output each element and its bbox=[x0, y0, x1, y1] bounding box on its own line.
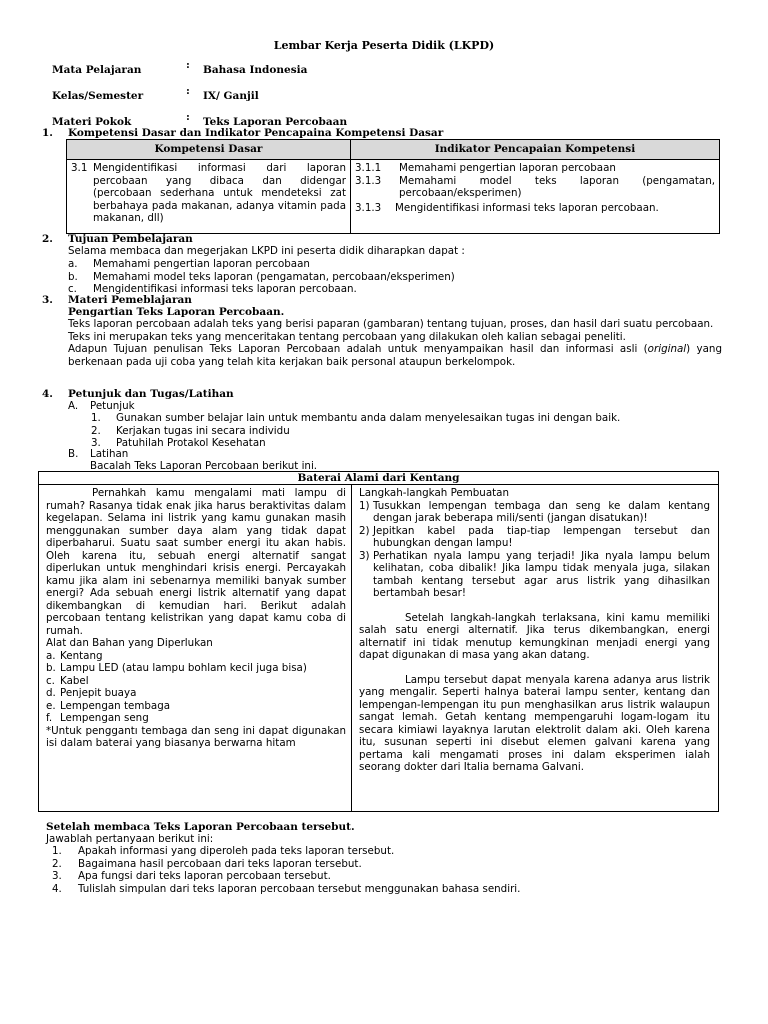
paragraph-text: ) yang berkenaan pada uji coba yang telah kita kerjakan baik personal ataupun berkelompok. bbox=[68, 343, 722, 368]
list-text: Kabel bbox=[60, 674, 89, 687]
competency-table bbox=[66, 139, 720, 234]
paragraph-text: Adapun Tujuan penulisan Teks Laporan Percobaan adalah untuk menyampaikan hasil dan informasi asli ( bbox=[68, 343, 648, 355]
list-item bbox=[91, 412, 721, 425]
meta-colon: : bbox=[186, 59, 190, 71]
list-text: Apakah informasi yang diperoleh pada teks laporan tersebut. bbox=[78, 845, 395, 857]
meta-value-subject: Bahasa Indonesia bbox=[203, 64, 308, 76]
list-marker: c. bbox=[68, 283, 77, 295]
list-text: Lempengan seng bbox=[60, 712, 149, 724]
section-title-competency: Kompetensi Dasar dan Indikator Pencapaina Kompetensi Dasar bbox=[68, 127, 444, 139]
list-marker: 2) bbox=[359, 524, 370, 537]
list-marker: d. bbox=[46, 687, 56, 699]
list-text: Mengidentifikasi informasi teks laporan percobaan. bbox=[93, 283, 357, 295]
list-text: Gunakan sumber belajar lain untuk membantu anda dalam menyelesaikan tugas ini dengan baik. bbox=[116, 412, 621, 424]
list-marker: 1. bbox=[91, 412, 101, 424]
kd-text: Mengidentifikasi informasi dari laporan percobaan yang dibaca dan didengar (percobaan sederhana untuk mendeteksi zat berbahaya pada makanan, adanya vitamin pada makanan, dll) bbox=[93, 162, 346, 224]
reading-right-paragraph: Lampu tersebut dapat menyala karena adanya arus listrik yang mengalir. Seperti halnya baterai lampu senter, kentang dan lempengan-lempengan itu pun menghasilkan arus listrik walaupun sangat lemah. Getah kentang mempengaruhi logam-logam itu secara kimiawi layaknya larutan elektrolit dalam aki. Oleh karena itu, susunan seperti ini disebut elemen galvani karena yang pertama kali mengamati proses ini dalam eksperimen ialah seorang dokter dari Italia bernama Galvani. bbox=[359, 673, 710, 773]
column-header-kd: Kompetensi Dasar bbox=[67, 140, 351, 160]
instructions-list bbox=[91, 412, 721, 450]
section-title-goals: Tujuan Pembelajaran bbox=[68, 233, 193, 245]
material-body bbox=[68, 318, 722, 368]
list-text: Memahami model teks laporan (pengamatan, percobaan/eksperimen) bbox=[93, 270, 455, 283]
list-item bbox=[46, 662, 346, 675]
meta-label-class: Kelas/Semester bbox=[52, 90, 144, 102]
material-subtitle: Pengartian Teks Laporan Percobaan. bbox=[68, 306, 285, 318]
meta-label-subject: Mata Pelajaran bbox=[52, 64, 142, 76]
list-text: Tulislah simpulan dari teks laporan percobaan tersebut menggunakan bahasa sendiri. bbox=[78, 882, 521, 895]
list-marker: 2. bbox=[91, 424, 101, 437]
list-text: Perhatikan nyala lampu yang terjadi! Jika nyala lampu belum kelihatan, coba dibalik! Jika lampu tidak menyala juga, silakan tambah kentang tersebut agar arus listrik yang dihasilkan bertambah besar! bbox=[373, 549, 710, 599]
indicator-item bbox=[355, 202, 715, 215]
section-number: 3. bbox=[42, 294, 53, 306]
goals-list bbox=[68, 258, 718, 296]
paragraph: Teks laporan percobaan adalah teks yang berisi paparan (gambaran) tentang tujuan, proses, dan hasil dari suatu percobaan. bbox=[68, 318, 714, 330]
list-item bbox=[46, 712, 346, 725]
exercise-b-label: Latihan bbox=[90, 448, 129, 460]
list-item bbox=[52, 870, 722, 883]
list-item bbox=[46, 675, 346, 688]
list-item bbox=[52, 858, 722, 871]
list-text: Jepitkan kabel pada tiap-tiap lempengan tersebut dan hubungkan dengan lampu! bbox=[373, 524, 710, 549]
exercise-b-mark: B. bbox=[68, 448, 79, 460]
list-text: Tusukkan lempengan tembaga dan seng ke dalam kentang dengan jarak beberapa mili/senti (jangan disatukan)! bbox=[373, 499, 710, 524]
list-text: Penjepit buaya bbox=[60, 687, 137, 699]
list-marker: 3. bbox=[91, 437, 101, 449]
meta-label-topic: Materi Pokok bbox=[52, 116, 132, 128]
list-text: Kentang bbox=[60, 649, 103, 662]
list-item bbox=[46, 700, 346, 713]
reading-title: Baterai Alami dari Kentang bbox=[39, 472, 719, 485]
list-marker: e. bbox=[46, 699, 56, 712]
section-title-instructions: Petunjuk dan Tugas/Latihan bbox=[68, 388, 234, 400]
list-text: Lampu LED (atau lampu bohlam kecil juga bisa) bbox=[60, 662, 307, 674]
meta-value-topic: Teks Laporan Percobaan bbox=[203, 116, 348, 128]
indicator-cell bbox=[351, 160, 720, 234]
list-text: Apa fungsi dari teks laporan percobaan tersebut. bbox=[78, 870, 331, 882]
reading-intro-paragraph: Pernahkah kamu mengalami mati lampu di rumah? Rasanya tidak enak jika harus beraktivitas dalam kegelapan. Selama ini listrik yang kamu gunakan masih menggunakan sumber daya alam yang tidak dapat diperbaharui. Suatu saat sumber energi itu akan habis. Oleh karena itu, sebuah energi alternatif sangat diperlukan untuk menghindari krisis energi. Percayakah kamu jika alam ini sebenarnya memiliki banyak sumber energi? Ada sebuah energi listrik alternatif yang dapat dikembangkan di kemudian hari. Berikut adalah percobaan tentang kelistrikan yang dapat kamu coba di rumah. bbox=[46, 487, 346, 637]
list-marker: a. bbox=[68, 258, 78, 270]
list-item bbox=[46, 687, 346, 700]
list-item bbox=[52, 883, 722, 896]
list-item bbox=[68, 271, 718, 284]
materials-list bbox=[46, 650, 346, 725]
steps-list bbox=[359, 500, 710, 600]
kd-cell bbox=[67, 160, 351, 234]
section-number: 1. bbox=[42, 127, 53, 139]
list-text: Bagaimana hasil percobaan dari teks laporan tersebut. bbox=[78, 857, 362, 870]
indicator-text: Memahami model teks laporan (pengamatan, percobaan/eksperimen) bbox=[399, 174, 715, 199]
section-number: 4. bbox=[42, 388, 53, 400]
questions-intro: Jawablah pertanyaan berikut ini: bbox=[46, 833, 214, 845]
reading-right-column bbox=[352, 485, 719, 812]
list-marker: 1) bbox=[359, 499, 370, 512]
list-marker: b. bbox=[68, 270, 78, 283]
list-item bbox=[52, 845, 722, 858]
indicator-number: 3.1.1 bbox=[355, 162, 382, 174]
section-number: 2. bbox=[42, 233, 53, 245]
indicator-item bbox=[355, 162, 715, 175]
indicator-number: 3.1.3 bbox=[355, 174, 382, 187]
steps-title: Langkah-langkah Pembuatan bbox=[359, 487, 510, 499]
list-item bbox=[359, 500, 710, 525]
instructions-a-label: Petunjuk bbox=[90, 400, 135, 412]
paragraph bbox=[68, 343, 722, 368]
list-marker: 3. bbox=[52, 870, 62, 882]
list-marker: c. bbox=[46, 674, 55, 687]
indicator-number: 3.1.3 bbox=[355, 201, 382, 214]
list-marker: 4. bbox=[52, 882, 62, 895]
list-marker: 1. bbox=[52, 845, 62, 857]
indicator-text: Mengidentifikasi informasi teks laporan percobaan. bbox=[395, 201, 659, 214]
indicator-text: Memahami pengertian laporan percobaan bbox=[399, 162, 616, 174]
document-title: Lembar Kerja Peserta Didik (LKPD) bbox=[273, 39, 495, 52]
meta-colon: : bbox=[186, 111, 190, 123]
list-marker: f. bbox=[46, 712, 53, 724]
list-item bbox=[68, 258, 718, 271]
list-text: Lempengan tembaga bbox=[60, 699, 171, 712]
list-text: Memahami pengertian laporan percobaan bbox=[93, 258, 310, 270]
reading-text-table bbox=[38, 471, 719, 812]
paragraph: Teks ini merupakan teks yang menceritakan tentang percobaan yang dilakukan oleh kalian sebagai peneliti. bbox=[68, 330, 626, 343]
questions-list bbox=[52, 845, 722, 895]
list-text: Patuhilah Protakol Kesehatan bbox=[116, 437, 266, 449]
list-item bbox=[91, 425, 721, 438]
meta-value-class: IX/ Ganjil bbox=[203, 90, 259, 102]
reading-left-column bbox=[39, 485, 352, 812]
paragraph-italic: original bbox=[647, 343, 687, 355]
instructions-a-mark: A. bbox=[68, 400, 79, 412]
kd-number: 3.1 bbox=[71, 162, 88, 174]
list-item bbox=[359, 525, 710, 550]
list-marker: 2. bbox=[52, 857, 62, 870]
exercise-intro: Bacalah Teks Laporan Percobaan berikut ini. bbox=[90, 460, 318, 472]
list-marker: 3) bbox=[359, 549, 370, 562]
column-header-indicator: Indikator Pencapaian Kompetensi bbox=[351, 140, 720, 160]
list-marker: b. bbox=[46, 662, 56, 674]
list-item bbox=[46, 650, 346, 663]
indicator-item bbox=[355, 175, 715, 200]
list-item bbox=[91, 437, 721, 450]
list-text: Kerjakan tugas ini secara individu bbox=[116, 424, 290, 437]
list-item bbox=[359, 550, 710, 600]
questions-title: Setelah membaca Teks Laporan Percobaan tersebut. bbox=[46, 821, 355, 833]
section-title-material: Materi Pemeblajaran bbox=[68, 294, 192, 306]
materials-note: *Untuk penggantı tembaga dan seng ini dapat digunakan isi dalam baterai yang biasanya berwarna hitam bbox=[46, 724, 346, 749]
reading-right-paragraph: Setelah langkah-langkah terlaksana, kini kamu memiliki salah satu energi alternatif. Jika terus dikembangkan, energi alternatif ini tidak menutup kemungkinan menjadi energi yang dapat digunakan di masa yang akan datang. bbox=[359, 611, 710, 661]
meta-colon: : bbox=[186, 85, 190, 97]
goals-intro: Selama membaca dan megerjakan LKPD ini peserta didik diharapkan dapat : bbox=[68, 245, 465, 257]
materials-title: Alat dan Bahan yang Diperlukan bbox=[46, 637, 213, 649]
list-marker: a. bbox=[46, 649, 56, 662]
